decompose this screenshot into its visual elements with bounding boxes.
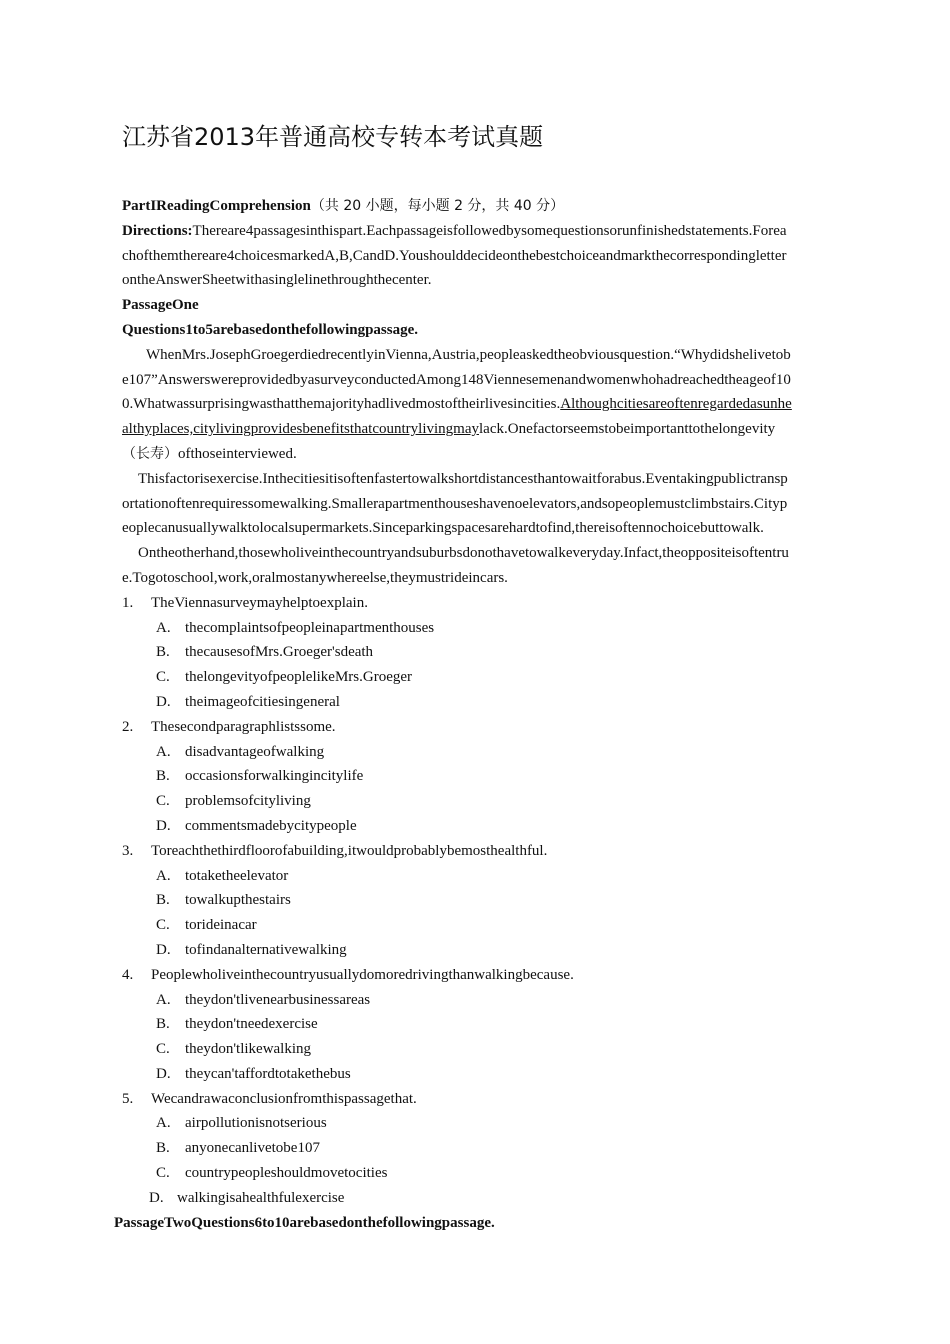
option-letter: A. (156, 1115, 171, 1132)
option[interactable] (122, 1062, 834, 1087)
gloss-note: （长寿） (122, 445, 178, 462)
option[interactable] (122, 1037, 834, 1062)
question-3 (122, 839, 834, 963)
option-letter: B. (156, 892, 170, 909)
option-letter: C. (156, 669, 170, 686)
question-number: 1. (122, 594, 134, 611)
part-note: （共 20 小题，每小题 2 分，共 40 分） (310, 198, 565, 214)
part-heading (122, 194, 834, 219)
option-letter: B. (156, 768, 170, 785)
option[interactable] (122, 690, 834, 715)
paragraph-line: Ontheotherhand,thosewholiveinthecountryandsuburbsdonothavetowalkeveryday.Infact,theoppositeisoftentru (138, 545, 789, 562)
option-letter: C. (156, 1165, 170, 1182)
directions-line: ontheAnswerSheetwithasinglelinethroughthecenter. (122, 272, 432, 289)
question-1 (122, 591, 834, 715)
option-text: countrypeopleshouldmovetocities (185, 1165, 388, 1182)
passage-two-heading: PassageTwoQuestions6to10arebasedonthefollowingpassage. (114, 1214, 495, 1231)
paragraph-line: ortationoftenrequiressomewalking.Smallerapartmenthouseshavenoelevators,andsopeoplemustclimbstairs.Cityp (122, 495, 788, 512)
option[interactable] (122, 864, 834, 889)
option[interactable] (122, 764, 834, 789)
option[interactable] (122, 616, 834, 641)
paragraph-line: WhenMrs.JosephGroegerdiedrecentlyinVienna,Austria,peopleaskedtheobviousquestion.“Whydidshelivetob (146, 346, 791, 363)
option-text: totaketheelevator (185, 867, 289, 884)
option[interactable] (122, 938, 834, 963)
option[interactable] (122, 665, 834, 690)
option[interactable] (122, 913, 834, 938)
option-text: thelongevityofpeoplelikeMrs.Groeger (185, 669, 413, 686)
question-2 (122, 715, 834, 839)
option-text: anyonecanlivetobe107 (185, 1140, 320, 1157)
paragraph-line: Thisfactorisexercise.Inthecitiesitisoftenfastertowalkshortdistancesthantowaitforabus.Eventakingpublictransp (138, 470, 788, 487)
question-number: 3. (122, 842, 134, 859)
question-stem: Toreachthethirdfloorofabuilding,itwouldprobablybemosthealthful. (151, 842, 548, 859)
option-text: theydon'tlivenearbusinessareas (185, 991, 371, 1008)
option-text: towalkupthestairs (185, 892, 291, 909)
document-body (114, 194, 834, 1235)
option-letter: B. (156, 1016, 170, 1033)
passage-one-heading: PassageOne (122, 297, 199, 314)
option-text: commentsmadebycitypeople (185, 817, 357, 834)
option-letter: C. (156, 917, 170, 934)
question-stem: Peoplewholiveinthecountryusuallydomoredrivingthanwalkingbecause. (151, 966, 574, 983)
option-text: airpollutionisnotserious (185, 1115, 327, 1132)
option-text: theydon'tlikewalking (185, 1041, 312, 1058)
option[interactable] (122, 1161, 834, 1186)
directions (122, 219, 834, 293)
option[interactable] (122, 888, 834, 913)
question-stem: TheViennasurveymayhelptoexplain. (151, 594, 368, 611)
question-number: 2. (122, 718, 134, 735)
option[interactable] (122, 1186, 834, 1211)
option[interactable] (122, 1136, 834, 1161)
passage-one-paragraph-1 (122, 343, 834, 467)
option-letter: D. (156, 693, 171, 710)
question-5 (122, 1087, 834, 1211)
option-text: torideinacar (185, 917, 257, 934)
paragraph-line: lack.Onefactorseemstobeimportanttothelongevity (479, 421, 776, 438)
option-letter: B. (156, 644, 170, 661)
paragraph-line: ofthoseinterviewed. (178, 445, 297, 462)
passage-one-paragraph-2 (122, 467, 834, 541)
directions-line: Thereare4passagesinthispart.Eachpassageisfollowedbysomequestionsorunfinishedstatements.Forea (192, 222, 787, 239)
passage-one-paragraph-3 (122, 541, 834, 591)
option-text: tofindanalternativewalking (185, 941, 347, 958)
question-number: 5. (122, 1090, 134, 1107)
paragraph-line: e107”AnswerswereprovidedbyasurveyconductedAmong148Viennesemenandwomenwhohadreachedtheageof10 (122, 371, 791, 388)
question-4 (122, 963, 834, 1087)
underlined-sentence: Althoughcitiesareoftenregardedasunhe (560, 396, 792, 413)
directions-line: chofthemthereare4choicesmarkedA,B,CandD.Youshoulddecideonthebestchoiceandmarkthecorrespondingletter (122, 247, 787, 264)
question-number: 4. (122, 966, 134, 983)
option[interactable] (122, 789, 834, 814)
underlined-sentence: althyplaces,citylivingprovidesbenefitsthatcountrylivingmay (122, 421, 479, 438)
option-text: disadvantageofwalking (185, 743, 325, 760)
directions-label: Directions: (122, 222, 193, 239)
option[interactable] (122, 1111, 834, 1136)
option-text: occasionsforwalkingincitylife (185, 768, 364, 785)
option-letter: C. (156, 793, 170, 810)
option-text: theydon'tneedexercise (185, 1016, 318, 1033)
option[interactable] (122, 988, 834, 1013)
passage-one-subheading: Questions1to5arebasedonthefollowingpassage. (122, 321, 419, 338)
option-letter: D. (149, 1189, 164, 1206)
option-text: theycan'taffordtotakethebus (185, 1065, 351, 1082)
option-letter: D. (156, 941, 171, 958)
option-letter: A. (156, 867, 171, 884)
option-text: problemsofcityliving (185, 793, 311, 810)
option-letter: D. (156, 817, 171, 834)
option-text: walkingisahealthfulexercise (177, 1189, 345, 1206)
option-letter: A. (156, 619, 171, 636)
paragraph-line: 0.Whatwassurprisingwasthatthemajorityhadlivedmostoftheirlivesincities. (122, 396, 561, 413)
option-text: thecausesofMrs.Groeger'sdeath (185, 644, 374, 661)
option-letter: A. (156, 743, 171, 760)
page-title: 江苏省2013年普通高校专转本考试真题 (122, 123, 544, 151)
option-letter: D. (156, 1065, 171, 1082)
option[interactable] (122, 1012, 834, 1037)
part-title: PartIReadingComprehension (122, 198, 311, 214)
question-stem: Wecandrawaconclusionfromthispassagethat. (151, 1090, 417, 1107)
option-letter: C. (156, 1041, 170, 1058)
option-text: thecomplaintsofpeopleinapartmenthouses (185, 619, 435, 636)
paragraph-line: eoplecanusuallywalktolocalsupermarkets.Sinceparkingspacesarehardtofind,thereisoftennochoicebuttowalk. (122, 520, 764, 537)
option-letter: B. (156, 1140, 170, 1157)
option-letter: A. (156, 991, 171, 1008)
option[interactable] (122, 640, 834, 665)
option[interactable] (122, 814, 834, 839)
option[interactable] (122, 740, 834, 765)
question-stem: Thesecondparagraphlistssome. (151, 718, 336, 735)
paragraph-line: e.Togotoschool,work,oralmostanywhereelse,theymustrideincars. (122, 569, 508, 586)
option-text: theimageofcitiesingeneral (185, 693, 340, 710)
